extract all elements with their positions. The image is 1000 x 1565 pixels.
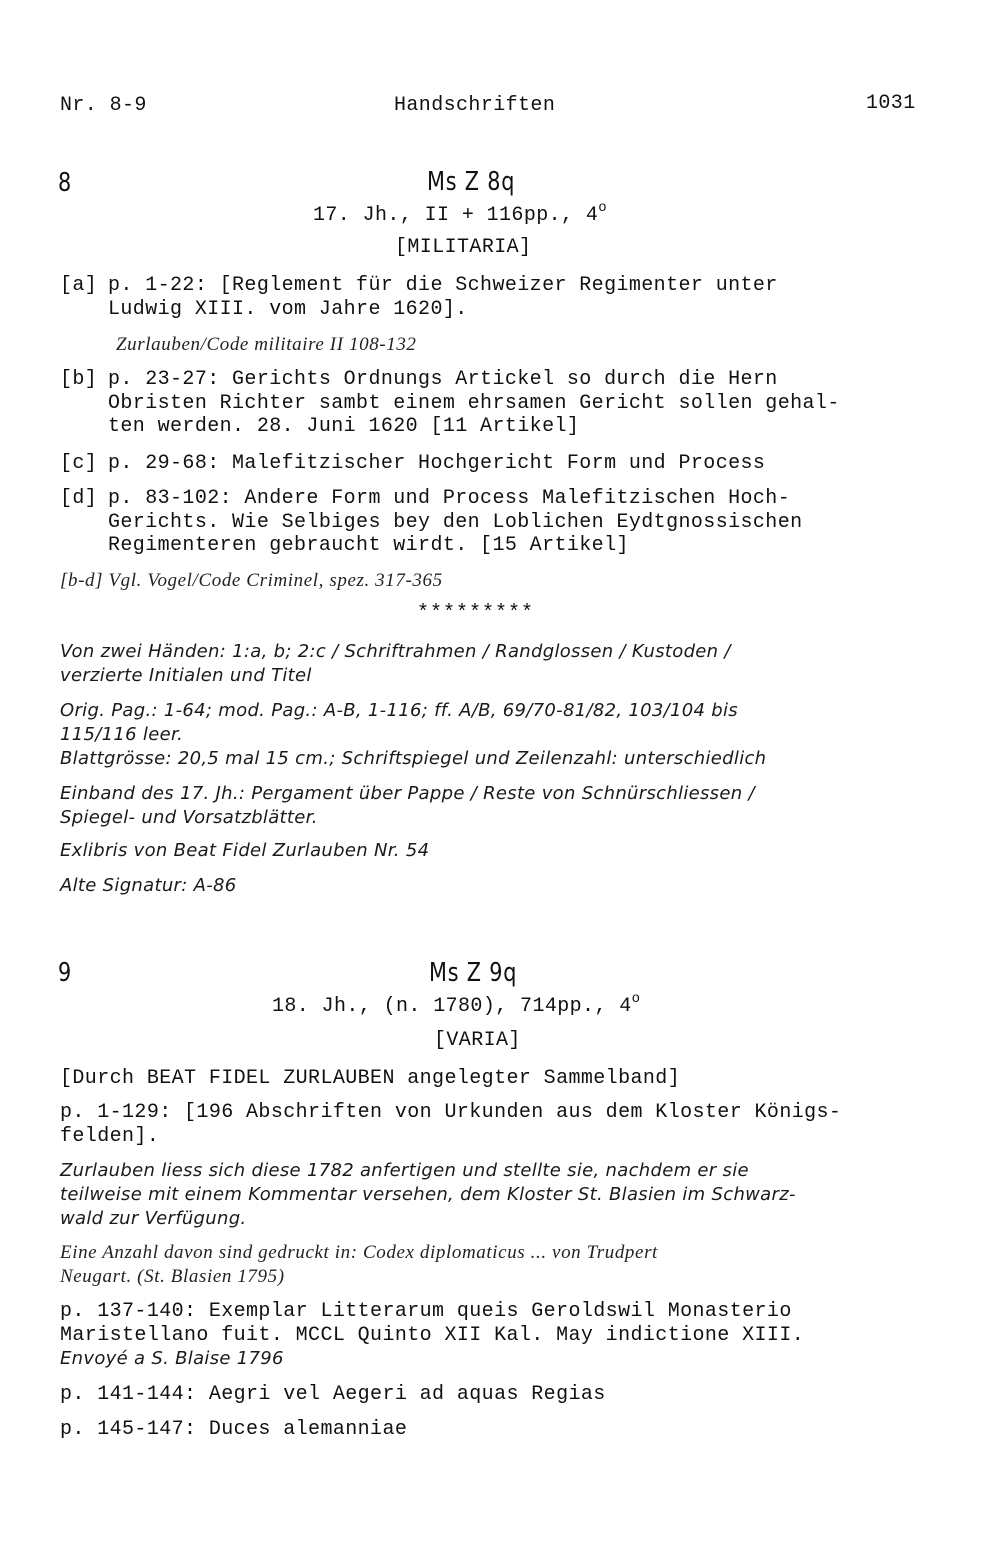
- item-c-text: p. 29-68: Malefitzischer Hochgericht Form und Process: [108, 452, 766, 475]
- collection-title: [MILITARIA]: [395, 236, 532, 259]
- dating-line: 17. Jh., II + 116pp., 4$^o$: [313, 200, 608, 227]
- separator-stars: *********: [417, 602, 535, 625]
- item-d-text: p. 83-102: Andere Form und Process Malefitzischen Hoch- Gerichts. Wie Selbiges bey den Loblichen Eydtgnossischen Regimenteren gebraucht wirdt. [15 Artikel]: [108, 487, 803, 557]
- collection-title: [VARIA]: [434, 1029, 521, 1052]
- running-header-title: Handschriften: [394, 94, 556, 117]
- item-text: p. 145-147: Duces alemanniae: [60, 1418, 408, 1441]
- note-hands: Von zwei Händen: 1:a, b; 2:c / Schriftrahmen / Randglossen / Kustoden / verzierte Initialen und Titel: [60, 641, 731, 686]
- item-label: [d]: [60, 487, 98, 510]
- item-text: p. 1-129: [196 Abschriften von Urkunden aus dem Kloster Königs- felden].: [60, 1101, 842, 1148]
- shelfmark: Ms Z 9q: [429, 958, 518, 988]
- note-exlibris: Exlibris von Beat Fidel Zurlauben Nr. 54: [60, 840, 430, 861]
- item-a-text: p. 1-22: [Reglement für die Schweizer Regimenter unter Ludwig XIII. vom Jahre 1620].: [108, 274, 778, 321]
- item-label: [a]: [60, 274, 98, 297]
- entry-number: 9: [58, 958, 72, 988]
- handwritten-note: Zurlauben liess sich diese 1782 anfertigen und stellte sie, nachdem er sie teilweise mit einem Kommentar versehen, dem Kloster St. Blasien im Schwarz- wald zur Verfügung.: [60, 1160, 796, 1229]
- entry-number: 8: [58, 168, 72, 198]
- dating-line: 18. Jh., (n. 1780), 714pp., 4$^o$: [272, 991, 641, 1018]
- reference-note: Zurlauben/Code militaire II 108-132: [116, 334, 417, 355]
- note-binding: Einband des 17. Jh.: Pergament über Pappe / Reste von Schnürschliessen / Spiegel- und Vorsatzblätter.: [60, 783, 755, 828]
- handwritten-note: Envoyé a S. Blaise 1796: [60, 1348, 284, 1369]
- item-label: [b]: [60, 368, 98, 391]
- note-pagination: Orig. Pag.: 1-64; mod. Pag.: A-B, 1-116; ff. A/B, 69/70-81/82, 103/104 bis 115/116 leer. Blattgrösse: 20,5 mal 15 cm.; Schriftspiegel und Zeilenzahl: unterschiedlich: [60, 700, 767, 769]
- intro-line: [Durch BEAT FIDEL ZURLAUBEN angelegter Sammelband]: [60, 1067, 681, 1090]
- running-header-left: Nr. 8-9: [60, 94, 147, 117]
- item-text: p. 141-144: Aegri vel Aegeri ad aquas Regias: [60, 1383, 606, 1406]
- print-reference: Eine Anzahl davon sind gedruckt in: Codex diplomaticus ... von Trudpert Neugart. (St. Blasien 1795): [60, 1242, 658, 1287]
- reference-note: [b-d] Vgl. Vogel/Code Criminel, spez. 317-365: [60, 570, 443, 591]
- item-label: [c]: [60, 452, 98, 475]
- item-text: p. 137-140: Exemplar Litterarum queis Geroldswil Monasterio Maristellano fuit. MCCL Quinto XII Kal. May indictione XIII.: [60, 1300, 805, 1347]
- note-old-signature: Alte Signatur: A-86: [60, 875, 237, 896]
- page-number: 1031: [866, 92, 916, 115]
- item-b-text: p. 23-27: Gerichts Ordnungs Artickel so durch die Hern Obristen Richter sambt einem ehrsamen Gericht sollen gehal- ten werden. 28. Juni 1620 [11 Artikel]: [108, 368, 840, 438]
- shelfmark: Ms Z 8q: [427, 167, 516, 197]
